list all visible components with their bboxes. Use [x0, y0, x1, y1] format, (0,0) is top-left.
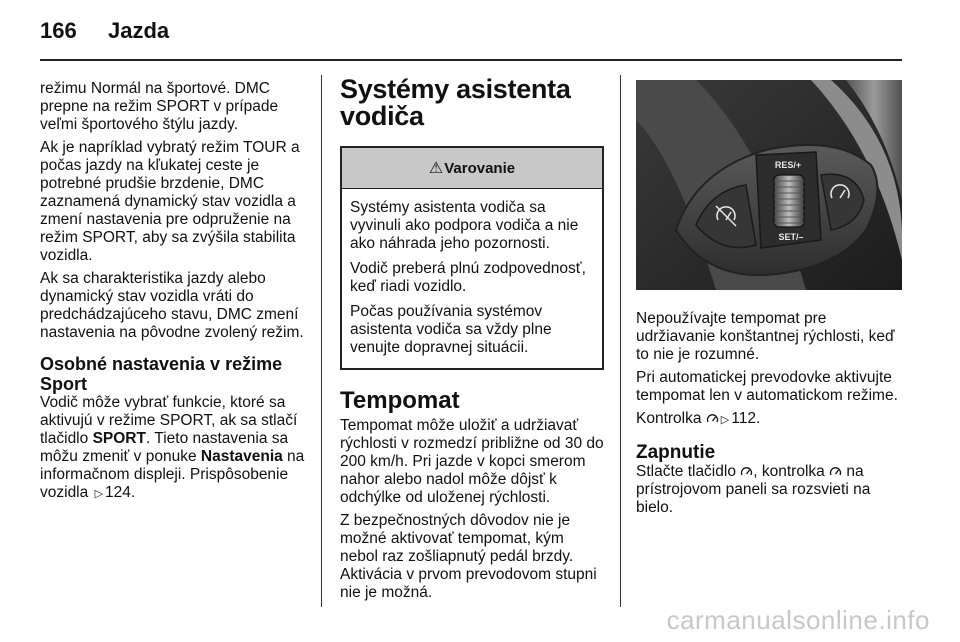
- warning-text: Vodič preberá plnú zodpovednosť, keď riadi vozidlo.: [350, 260, 586, 295]
- section-title: Systémy asistenta vodiča: [340, 74, 571, 131]
- warning-body: [342, 189, 602, 368]
- res-plus-label: RES/+: [774, 160, 802, 170]
- steering-wheel-photo: [636, 80, 902, 290]
- paragraph: režimu Normál na športové. DMC prepne na režim SPORT v prípade veľmi športového štýlu jazdy.: [40, 80, 279, 133]
- paragraph: Ak je napríklad vybratý režim TOUR a počas jazdy na kľukatej ceste je potrebné prudšie brzdenie, DMC zaznamená dynamický stav vozidla a zmení nastavenia pre odpruženie na režim SPORT, aby sa zvýšila stabilita vozidla.: [40, 139, 300, 264]
- warning-header: [342, 148, 602, 189]
- column-divider-2: [620, 75, 621, 607]
- page-number: 166: [40, 18, 77, 43]
- header-rule: [40, 59, 902, 61]
- cruise-control-icon: [829, 466, 842, 477]
- cruise-control-icon: [740, 466, 753, 477]
- section-heading-personal: Osobné nastavenia v režime Sport: [40, 354, 283, 394]
- section-heading-cruise: Tempomat: [340, 387, 460, 414]
- page-header: [40, 18, 169, 48]
- paragraph: Tempomat môže uložiť a udržiavať rýchlosti v rozmedzí približne od 30 do 200 km/h. Pri jazde v kopci smerom nahor alebo nadol môže dôjsť k odchýlke od uloženej rýchlosti.: [340, 417, 604, 506]
- paragraph: Z bezpečnostných dôvodov nie je možné aktivovať tempomat, kým nebol raz zošliapnutý pedál brzdy. Aktivácia v prvom prevodovom stupni nie je možná.: [340, 512, 597, 601]
- warning-text: Počas používania systémov asistenta vodiča sa vždy plne venujte dopravnej situácii.: [350, 303, 552, 356]
- section-heading-on: Zapnutie: [636, 442, 716, 463]
- paragraph: Stlačte tlačidlo , kontrolka na prístrojovom paneli sa rozsvieti na bielo.: [636, 463, 871, 516]
- warning-icon: ⚠: [428, 160, 444, 177]
- column-divider-1: [321, 75, 322, 607]
- paragraph: Vodič môže vybrať funkcie, ktoré sa aktivujú v režime SPORT, ak sa stlačí tlačidlo SPORT. Tieto nastavenia sa môžu zmeniť v ponuke Nastavenia na informačnom displeji. Prispôsobenie vozidla ▷ 124.: [40, 394, 305, 501]
- page-reference-link[interactable]: 124.: [105, 484, 136, 501]
- settings-menu-label: Nastavenia: [200, 448, 283, 465]
- paragraph: Nepoužívajte tempomat pre udržiavanie konštantnej rýchlosti, keď to nie je rozumné.: [636, 310, 895, 363]
- watermark: carmanualsonline.info: [666, 605, 930, 635]
- cruise-control-icon: [706, 413, 719, 424]
- sport-button-label: SPORT: [92, 430, 146, 447]
- set-minus-label: SET/–: [778, 232, 804, 242]
- paragraph: Ak sa charakteristika jazdy alebo dynamický stav vozidla vráti do predchádzajúceho stavu, DMC zmení nastavenia na pôvodne zvolený režim.: [40, 270, 304, 341]
- column-2: [340, 74, 604, 607]
- warning-title: Varovanie: [444, 159, 516, 177]
- triangle-right-icon: ▷: [720, 414, 730, 426]
- paragraph: Kontrolka ▷ 112.: [636, 410, 761, 427]
- column-3: [636, 80, 902, 522]
- page-reference-link[interactable]: 112.: [731, 410, 761, 427]
- warning-text: Systémy asistenta vodiča sa vyvinuli ako podpora vodiča a nie ako náhrada jeho pozornosti.: [350, 199, 579, 252]
- warning-box: [340, 146, 604, 370]
- chapter-title: Jazda: [108, 18, 170, 43]
- column-1: [40, 80, 308, 508]
- paragraph: Pri automatickej prevodovke aktivujte tempomat len v automatickom režime.: [636, 369, 898, 404]
- triangle-right-icon: ▷: [94, 488, 104, 500]
